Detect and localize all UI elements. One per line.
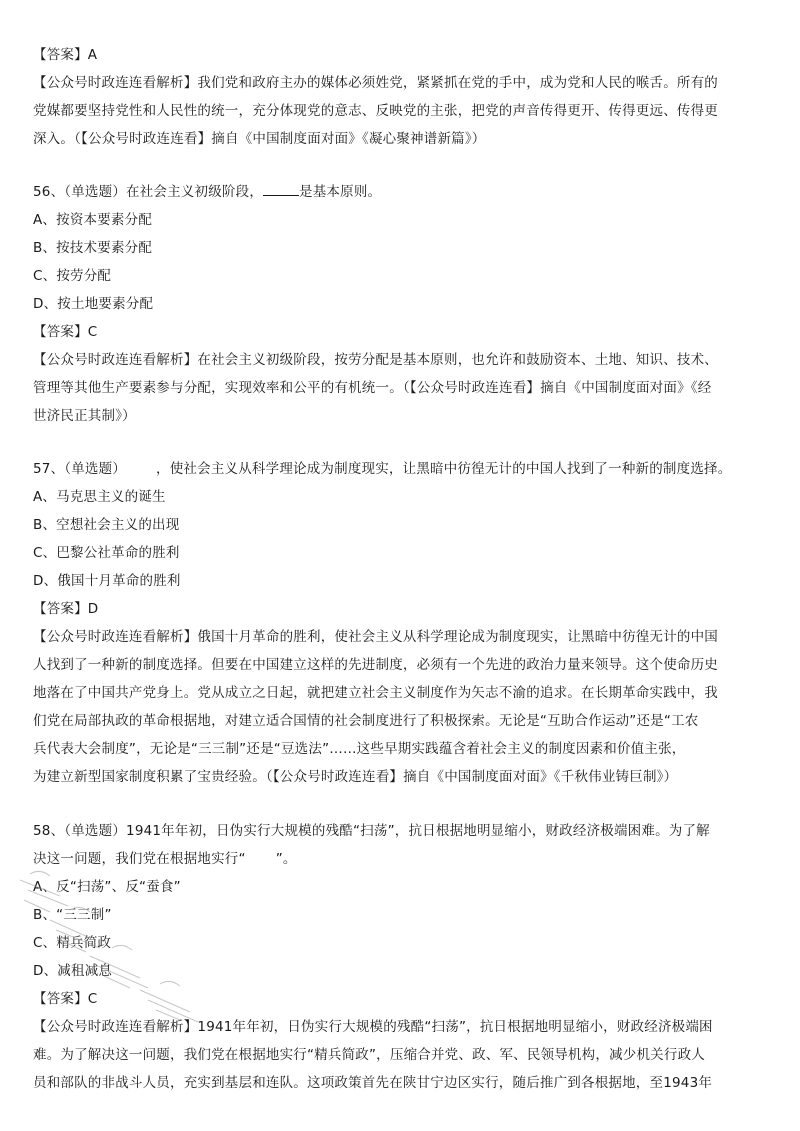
q57-option-c: C、巴黎公社革命的胜利 (33, 545, 180, 561)
q58-blank (246, 851, 276, 863)
q56-analysis-line-2: 管理等其他生产要素参与分配，实现效率和公平的有机统一。（【公众号时政连连看】摘自《中国制度面对面》《经 (33, 380, 712, 396)
q58-analysis-line-2: 难。为了解决这一问题，我们党在根据地实行“精兵简政”，压缩合并党、政、军、民领导机构，减少机关行政人 (33, 1047, 705, 1063)
q57-stem-before: 57、（单选题） (33, 461, 127, 477)
q55-analysis-line-1: 【公众号时政连连看解析】我们党和政府主办的媒体必须姓党，紧紧抓在党的手中，成为党和人民的喉舌。所有的 (33, 75, 718, 91)
q57-answer: 【答案】D (33, 601, 99, 617)
q58-option-c: C、精兵简政 (33, 935, 112, 951)
q58-option-d: D、减租减息 (33, 963, 113, 979)
q58-analysis-line-3: 员和部队的非战斗人员，充实到基层和连队。这项政策首先在陕甘宁边区实行，随后推广到各根据地，至1943年 (33, 1075, 713, 1091)
q57-analysis-line-6: 为建立新型国家制度积累了宝贵经验。（【公众号时政连连看】摘自《中国制度面对面》《千秋伟业铸巨制》） (33, 769, 678, 785)
q58-analysis-line-1: 【公众号时政连连看解析】1941年年初，日伪实行大规模的残酷“扫荡”，抗日根据地明显缩小，财政经济极端困 (33, 1019, 713, 1035)
q58-option-b: B、“三三制” (33, 907, 112, 923)
q56-option-b: B、按技术要素分配 (33, 240, 153, 256)
q58-option-a: A、反“扫荡”、反“蚕食” (33, 879, 181, 895)
q56-blank (263, 183, 299, 196)
q57-stem (33, 460, 731, 478)
q56-analysis-line-1: 【公众号时政连连看解析】在社会主义初级阶段，按劳分配是基本原则，也允许和鼓励资本、土地、知识、技术、 (33, 352, 718, 368)
q58-stem-line-2 (33, 850, 297, 868)
q57-analysis-line-4: 们党在局部执政的革命根据地，对建立适合国情的社会制度进行了积极探索。无论是“互助合作运动”还是“工农 (33, 713, 699, 729)
q57-analysis-line-3: 地落在了中国共产党身上。党从成立之日起，就把建立社会主义制度作为矢志不渝的追求。在长期革命实践中，我 (33, 685, 718, 701)
q55-answer: 【答案】A (33, 47, 98, 63)
q57-option-a: A、马克思主义的诞生 (33, 489, 166, 505)
q55-analysis-line-3: 深入。（【公众号时政连连看】摘自《中国制度面对面》《凝心聚神谱新篇》） (33, 131, 486, 147)
q56-stem-after: 是基本原则。 (299, 184, 382, 200)
q57-option-d: D、俄国十月革命的胜利 (33, 573, 181, 589)
q58-answer: 【答案】C (33, 991, 98, 1007)
q56-stem (33, 183, 381, 201)
q56-answer: 【答案】C (33, 324, 98, 340)
q57-option-b: B、空想社会主义的出现 (33, 517, 180, 533)
q57-analysis-line-1: 【公众号时政连连看解析】俄国十月革命的胜利，使社会主义从科学理论成为制度现实，让黑暗中彷徨无计的中国 (33, 629, 718, 645)
q56-option-d: D、按土地要素分配 (33, 296, 154, 312)
q56-option-a: A、按资本要素分配 (33, 212, 153, 228)
q55-analysis-line-2: 党媒都要坚持党性和人民性的统一，充分体现党的意志、反映党的主张，把党的声音传得更开、传得更远、传得更 (33, 103, 718, 119)
q58-stem-line-1: 58、（单选题）1941年年初，日伪实行大规模的残酷“扫荡”，抗日根据地明显缩小，财政经济极端困难。为了解 (33, 823, 710, 839)
q56-analysis-line-3: 世济民正其制》） (33, 408, 136, 424)
q56-option-c: C、按劳分配 (33, 268, 112, 284)
q57-analysis-line-2: 人找到了一种新的制度选择。但要在中国建立这样的先进制度，必须有一个先进的政治力量来领导。这个使命历史 (33, 657, 718, 673)
q56-stem-before: 56、（单选题）在社会主义初级阶段， (33, 184, 264, 200)
q58-stem-after: ”。 (275, 851, 297, 867)
q57-blank (126, 461, 156, 473)
q57-stem-after: ，使社会主义从科学理论成为制度现实，让黑暗中彷徨无计的中国人找到了一种新的制度选择。 (156, 461, 732, 477)
q57-analysis-line-5: 兵代表大会制度”，无论是“三三制”还是“豆选法”……这些早期实践蕴含着社会主义的制度因素和价值主张， (33, 741, 686, 757)
q58-stem-before: 决这一问题，我们党在根据地实行“ (33, 851, 246, 867)
